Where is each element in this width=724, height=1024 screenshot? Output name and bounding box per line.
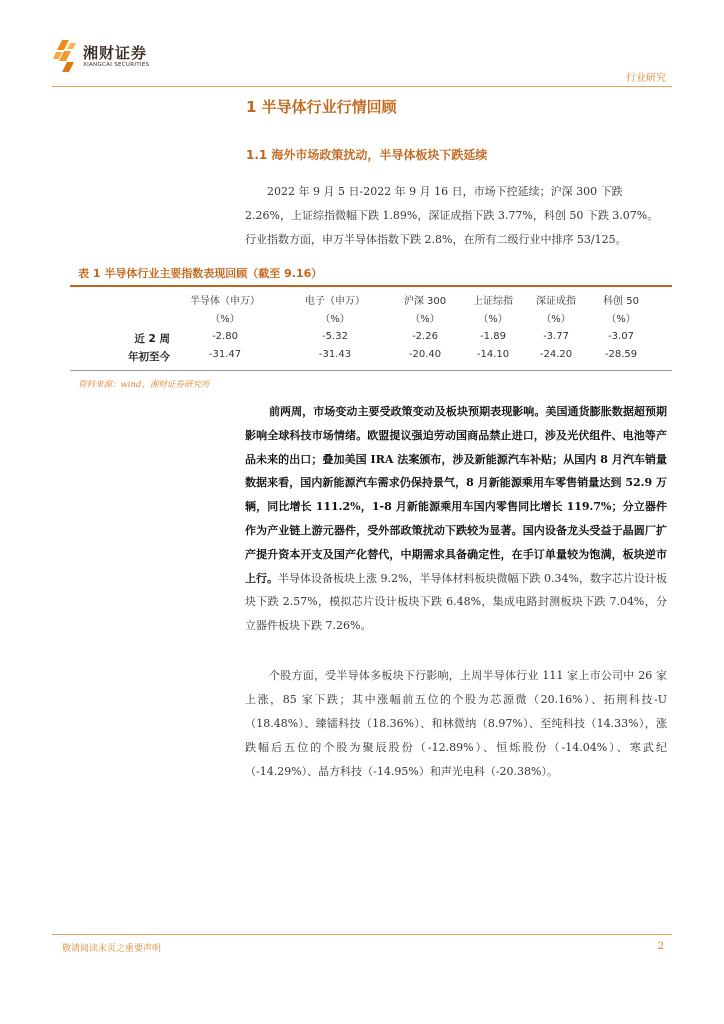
column-header: 科创 50: [603, 296, 639, 307]
table-cell: -2.26: [412, 331, 438, 342]
table-source-note: 资料来源：wind、湘财证券研究所: [78, 380, 210, 390]
footer-disclaimer: 敬请阅读末页之重要声明: [62, 944, 162, 954]
column-header: 深证成指: [536, 296, 576, 307]
sector-performance-text: 半导体设备板块上涨 9.2%，半导体材料板块微幅下跌 0.34%，数字芯片设计板块下跌 2.57%，模拟芯片设计板块下跌 6.48%，集成电路封测板块下跌 7.04%，分立器件板块下跌 7.26%。: [245, 571, 667, 633]
company-logo: [52, 38, 172, 78]
stock-performance-paragraph: 个股方面，受半导体多板块下行影响，上周半导体行业 111 家上市公司中 26 家上涨，85 家下跌；其中涨幅前五位的个股为芯源微（20.16%）、拓荆科技-U（18.48%）、臻镭科技（18.36%）、和林微纳（8.97%）、至纯科技（14.33%），涨跌幅后五位的个股为聚辰股份（-12.89%）、恒烁股份（-14.04%）、寒武纪（-14.29%）、晶方科技（-14.95%）和声光电科（-20.38%）。: [245, 669, 667, 778]
market-summary-paragraph: 2022 年 9 月 5 日-2022 年 9 月 16 日，市场下控延续；沪深 300 下跌 2.26%，上证综指微幅下跌 1.89%，深证成指下跌 3.77%，科创 50 下跌 3.07%。行业指数方面，申万半导体指数下跌 2.8%，在所有二级行业中排序 53/125。: [245, 185, 659, 246]
section-tag: 行业研究: [626, 73, 666, 84]
column-header: 上证综指: [473, 296, 513, 307]
column-unit: （%）: [541, 314, 571, 325]
table-cell: -1.89: [480, 331, 506, 342]
page-number: 2: [657, 941, 664, 952]
section-heading: 1 半导体行业行情回顾: [246, 98, 397, 116]
table-cell: -3.07: [608, 331, 634, 342]
column-unit: （%）: [410, 314, 440, 325]
table-cell: -28.59: [604, 349, 638, 360]
company-name: 湘财证券: [83, 44, 148, 62]
logo-mark-icon: [52, 38, 78, 74]
company-name-en: XIANGCAI SECURITIES: [83, 62, 150, 68]
table-bottom-rule: [70, 370, 672, 371]
row-label: 年初至今: [128, 351, 170, 363]
column-header: 电子（申万）: [305, 296, 365, 307]
column-unit: （%）: [606, 314, 636, 325]
row-label: 近 2 周: [134, 333, 170, 345]
table-title: 表 1 半导体行业主要指数表现回顾（截至 9.16）: [78, 267, 323, 280]
table-cell: -14.10: [476, 349, 510, 360]
table-cell: -2.80: [212, 331, 238, 342]
table-top-rule: [70, 285, 672, 287]
subsection-heading: 1.1 海外市场政策扰动，半导体板块下跌延续: [246, 148, 488, 162]
table-cell: -20.40: [408, 349, 442, 360]
column-unit: （%）: [478, 314, 508, 325]
table-cell: -31.43: [318, 349, 352, 360]
table-cell: -3.77: [543, 331, 569, 342]
bold-analysis-text: 前两周，市场变动主要受政策变动及板块预期表现影响。美国通货膨胀数据超预期影响全球科技市场情绪。欧盟提议强迫劳动国商品禁止进口，涉及光伏组件、电池等产品未来的出口；叠加美国 IRA 法案颁布，涉及新能源汽车补贴；从国内 8 月汽车销量数据来看，国内新能源汽车需求仍保持景气，8 月新能源乘用车零售销量达到 52.9 万辆，同比增长 111.2%，1-8 月新能源乘用车国内零售同比增长 119.7%；分立器件作为产业链上游元器件，受外部政策扰动下跌较为显著。国内设备龙头受益于晶圆厂扩产提升资本开支及国产化替代，中期需求具备确定性，在手订单量较为饱满，板块逆市上行。: [245, 405, 667, 585]
footer-divider: [52, 934, 672, 935]
table-cell: -5.32: [322, 331, 348, 342]
table-cell: -31.47: [208, 349, 242, 360]
table-cell: -24.20: [539, 349, 573, 360]
column-unit: （%）: [320, 314, 350, 325]
column-header: 沪深 300: [403, 296, 447, 307]
market-drivers-paragraph: [245, 400, 667, 638]
header-divider: [52, 86, 672, 87]
column-unit: （%）: [210, 314, 240, 325]
column-header: 半导体（申万）: [190, 296, 260, 307]
